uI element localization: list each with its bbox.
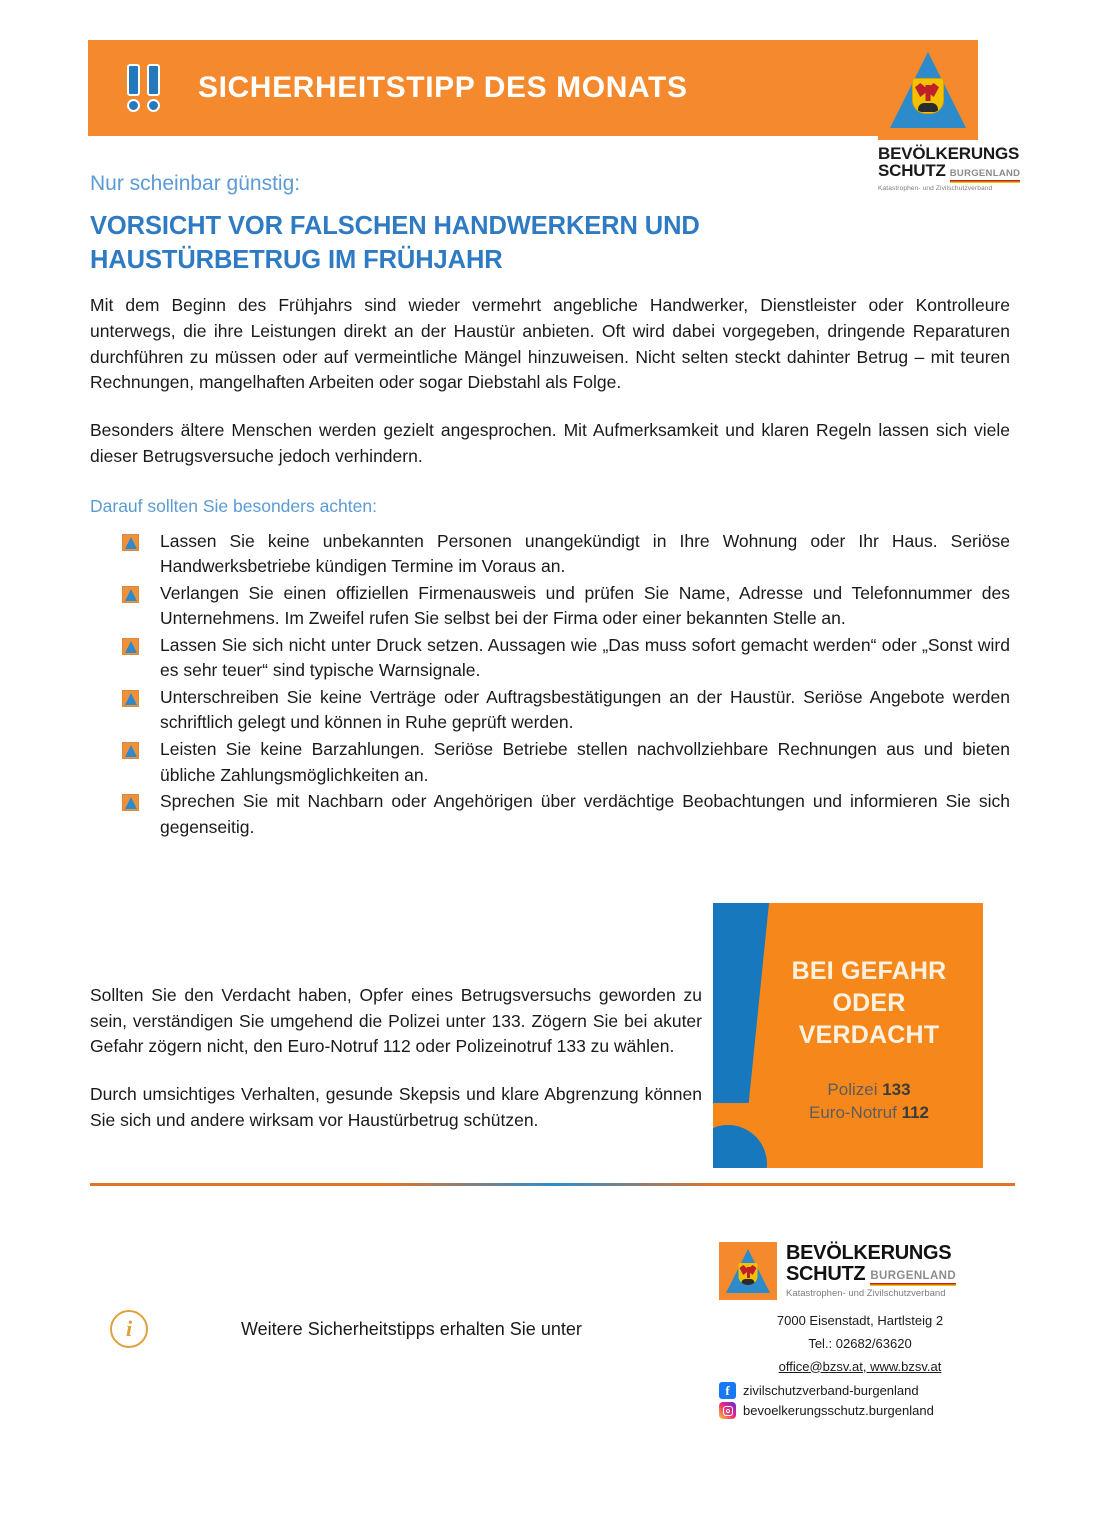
triangle-bullet-icon <box>122 586 139 603</box>
instagram-icon <box>719 1402 736 1419</box>
police-number-row <box>769 1078 969 1101</box>
list-item <box>122 685 1010 736</box>
header-logo <box>878 40 1021 192</box>
instagram-link[interactable] <box>719 1402 934 1419</box>
euro-number: 112 <box>901 1103 930 1123</box>
bevoelkerungsschutz-logo-icon <box>878 40 978 140</box>
instagram-handle: bevoelkerungsschutz.burgenland <box>743 1403 934 1419</box>
lower-text-column <box>90 983 702 1156</box>
emergency-heading <box>769 955 969 1051</box>
logo-line2: SCHUTZ <box>878 161 946 181</box>
list-item <box>122 789 1010 840</box>
article-kicker: Nur scheinbar günstig: <box>90 172 301 195</box>
paragraph-2: Besonders ältere Menschen werden gezielt angesprochen. Mit Aufmerksamkeit und klaren Regeln lassen sich viele dieser Betrugsversuche jedoch verhindern. <box>90 420 1010 466</box>
list-item-text: Unterschreiben Sie keine Verträge oder Auftragsbestätigungen an der Haustür. Seriöse Angebote werden schriftlich gelegt und können in Ruhe geprüft werden. <box>160 686 1010 733</box>
list-item-text: Sprechen Sie mit Nachbarn oder Angehörigen über verdächtige Beobachtungen und informieren Sie sich gegenseitig. <box>160 791 1010 837</box>
banner-title: SICHERHEITSTIPP DES MONATS <box>198 71 688 104</box>
contact-email-web[interactable]: office@bzsv.at, www.bzsv.at <box>778 1358 942 1374</box>
facebook-handle: zivilschutzverband-burgenland <box>743 1383 919 1399</box>
header-banner <box>88 40 888 136</box>
article-content <box>90 172 1010 841</box>
euro-number-row <box>769 1101 969 1124</box>
list-item <box>122 529 1010 580</box>
list-item <box>122 581 1010 632</box>
list-item <box>122 633 1010 684</box>
list-item-text: Verlangen Sie einen offiziellen Firmenausweis und prüfen Sie Name, Adresse und Telefonnummer des Unternehmens. Im Zweifel rufen Sie selbst bei der Firma oder einer bekannten Stelle an. <box>160 582 1010 629</box>
police-number: 133 <box>882 1080 911 1099</box>
double-exclamation-icon <box>88 64 198 112</box>
headline-line1: VORSICHT VOR FALSCHEN HANDWERKERN UND <box>90 212 700 240</box>
emergency-numbers <box>769 1078 969 1125</box>
exclamation-dot-icon <box>713 1125 767 1168</box>
logo-subtitle: Katastrophen- und Zivilschutzverband <box>878 184 993 192</box>
police-label: Polizei <box>827 1080 883 1099</box>
logo-line1: BEVÖLKERUNGS <box>878 144 1020 163</box>
paragraph-4: Durch umsichtiges Verhalten, gesunde Skepsis und klare Abgrenzung können Sie sich und andere wirksam vor Haustürbetrug schützen. <box>90 1084 702 1130</box>
footer-logo-region: BURGENLAND <box>870 1271 956 1285</box>
emergency-line-2: ODER <box>832 989 906 1017</box>
tips-subheading: Darauf sollten Sie besonders achten: <box>90 495 377 516</box>
social-links <box>705 1382 1015 1419</box>
facebook-link[interactable] <box>719 1382 919 1399</box>
list-item-text: Lassen Sie keine unbekannten Personen unangekündigt in Ihre Wohnung oder Ihr Haus. Seriöse Handwerksbetriebe kündigen Termine im Voraus an. <box>160 530 1010 577</box>
paragraph-3: Sollten Sie den Verdacht haben, Opfer eines Betrugsversuchs geworden zu sein, verständigen Sie umgehend die Polizei unter 133. Zögern Sie bei akuter Gefahr zögern nicht, den Euro-Notruf 112 oder Polizeinotruf 133 zu wählen. <box>90 985 702 1057</box>
exclamation-mark-icon <box>713 903 769 1103</box>
triangle-bullet-icon <box>122 534 139 551</box>
euro-label: Euro-Notruf <box>808 1103 902 1123</box>
horizontal-divider <box>90 1183 1015 1186</box>
contact-address: 7000 Eisenstadt, Hartlsteig 2 <box>776 1313 944 1328</box>
footer-contact-block <box>705 1242 1015 1419</box>
contact-phone: Tel.: 02682/63620 <box>808 1335 912 1351</box>
bevoelkerungsschutz-logo-icon <box>719 1242 777 1300</box>
list-item-text: Lassen Sie sich nicht unter Druck setzen. Aussagen wie „Das muss sofort gemacht werden“ oder „Sonst wird es sehr teuer“ sind typische Warnsignale. <box>160 634 1010 681</box>
emergency-line-1: BEI GEFAHR <box>791 957 947 985</box>
page-title <box>90 210 1010 277</box>
contact-details <box>705 1310 1015 1378</box>
info-circle-icon: i <box>110 1310 148 1348</box>
triangle-bullet-icon <box>122 690 139 707</box>
emergency-callout-box <box>713 903 983 1168</box>
logo-region: BURGENLAND <box>949 167 1021 179</box>
footer-more-tips <box>110 1310 582 1348</box>
list-item <box>122 737 1010 788</box>
paragraph-1: Mit dem Beginn des Frühjahrs sind wieder vermehrt angebliche Handwerker, Dienstleister oder Kontrolleure unterwegs, die ihre Leistungen direkt an der Haustür anbieten. Oft wird dabei vorgegeben, dringende Reparaturen durchführen zu müssen oder auf vermeintliche Mängel hinzuweisen. Nicht selten steckt dahinter Betrug – mit teuren Rechnungen, mangelhaften Arbeiten oder sogar Diebstahl als Folge. <box>90 295 1010 393</box>
headline-line2: HAUSTÜRBETRUG IM FRÜHJAHR <box>90 245 503 274</box>
list-item-text: Leisten Sie keine Barzahlungen. Seriöse Betriebe stellen nachvollziehbare Rechnungen aus und bieten übliche Zahlungsmöglichkeiten an. <box>160 739 1010 785</box>
footer-logo <box>719 1242 1015 1300</box>
triangle-bullet-icon <box>122 742 139 759</box>
emergency-line-3: VERDACHT <box>798 1021 940 1049</box>
facebook-icon: f <box>719 1382 736 1399</box>
triangle-bullet-icon <box>122 794 139 811</box>
tips-list <box>90 529 1010 841</box>
footer-logo-line2: SCHUTZ <box>786 1263 866 1285</box>
footer-logo-subtitle: Katastrophen- und Zivilschutzverband <box>786 1288 946 1299</box>
triangle-bullet-icon <box>122 638 139 655</box>
more-tips-text: Weitere Sicherheitstipps erhalten Sie unter <box>241 1318 582 1339</box>
footer-logo-line1: BEVÖLKERUNGS <box>786 1242 952 1264</box>
